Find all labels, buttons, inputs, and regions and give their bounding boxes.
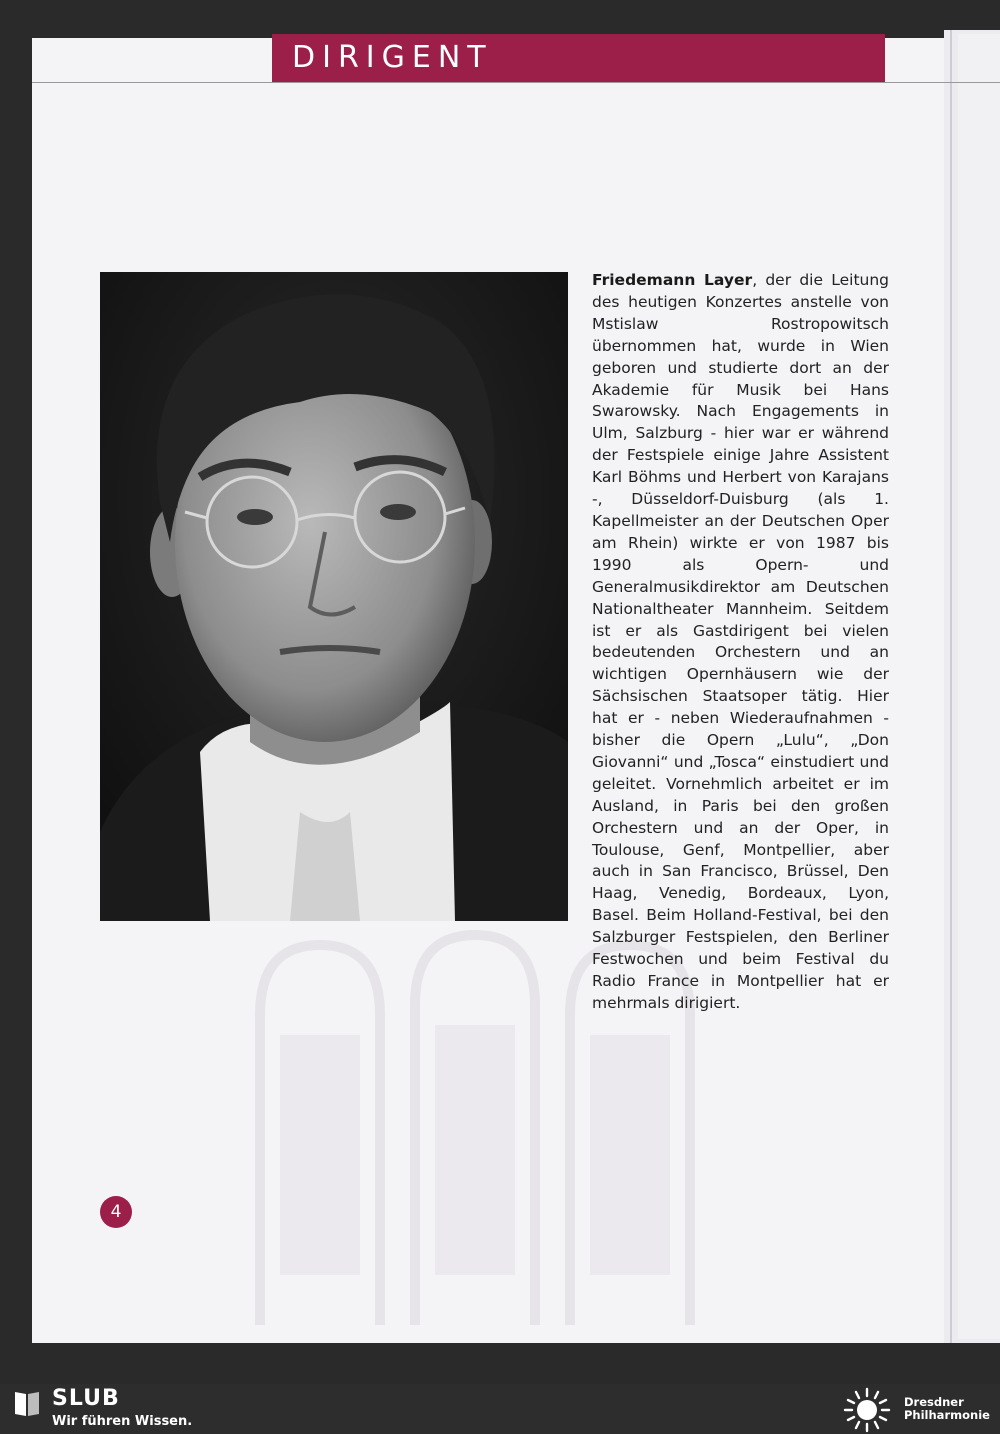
adjacent-page-leaf [958, 34, 1000, 1339]
library-tagline: Wir führen Wissen. [52, 1414, 193, 1429]
conductor-biography [592, 270, 889, 1015]
partner-name [904, 1396, 990, 1422]
philharmonie-sunburst-icon [842, 1387, 892, 1433]
library-name: SLUB [52, 1386, 120, 1411]
slub-book-icon [12, 1388, 42, 1418]
conductor-portrait [100, 272, 568, 921]
portrait-image [100, 272, 568, 921]
section-header [272, 34, 885, 82]
conductor-name: Friedemann Layer [592, 271, 753, 289]
partner-line-2: Philharmonie [904, 1408, 990, 1422]
header-rule [32, 82, 1000, 83]
page-number: 4 [100, 1196, 132, 1228]
page-fold [950, 30, 952, 1343]
biography-text: , der die Leitung des heutigen Konzertes anstelle von Mstislaw Rostropowitsch übernommen hat, wurde in Wien geboren und studierte dort an der Akademie für Musik bei Hans Swarowsky. Nach Engagements in Ulm, Salzburg - hier war er während der Festspiele einige Jahre Assistent Karl Böhms und Herbert von Karajans -, Düsseldorf-Duisburg (als 1. Kapellmeister an der Deutschen Oper am Rhein) wirkte er von 1987 bis 1990 als Opern- und Generalmusikdirektor am Deutschen Nationaltheater Mannheim. Seitdem ist er als Gastdirigent bei vielen bedeutenden Orchestern und an wichtigen Opernhäusern wie der Sächsischen Staatsoper tätig. Hier hat er - neben Wiederaufnahmen - bisher die Opern „Lulu“, „Don Giovanni“ und „Tosca“ einstudiert und geleitet. Vornehmlich arbeitet er im Ausland, in Paris bei den großen Orchestern und an der Oper, in Toulouse, Genf, Montpellier, aber auch in San Francisco, Brüssel, Den Haag, Venedig, Bordeaux, Lyon, Basel. Beim Holland-Festival, bei den Salzburger Festspielen, den Berliner Festwochen und beim Festival du Radio France in Montpellier hat er mehrmals dirigiert. [592, 271, 890, 1012]
adjacent-page-edge [944, 30, 1000, 1343]
partner-line-1: Dresdner [904, 1395, 964, 1409]
section-title: DIRIGENT [292, 40, 493, 75]
